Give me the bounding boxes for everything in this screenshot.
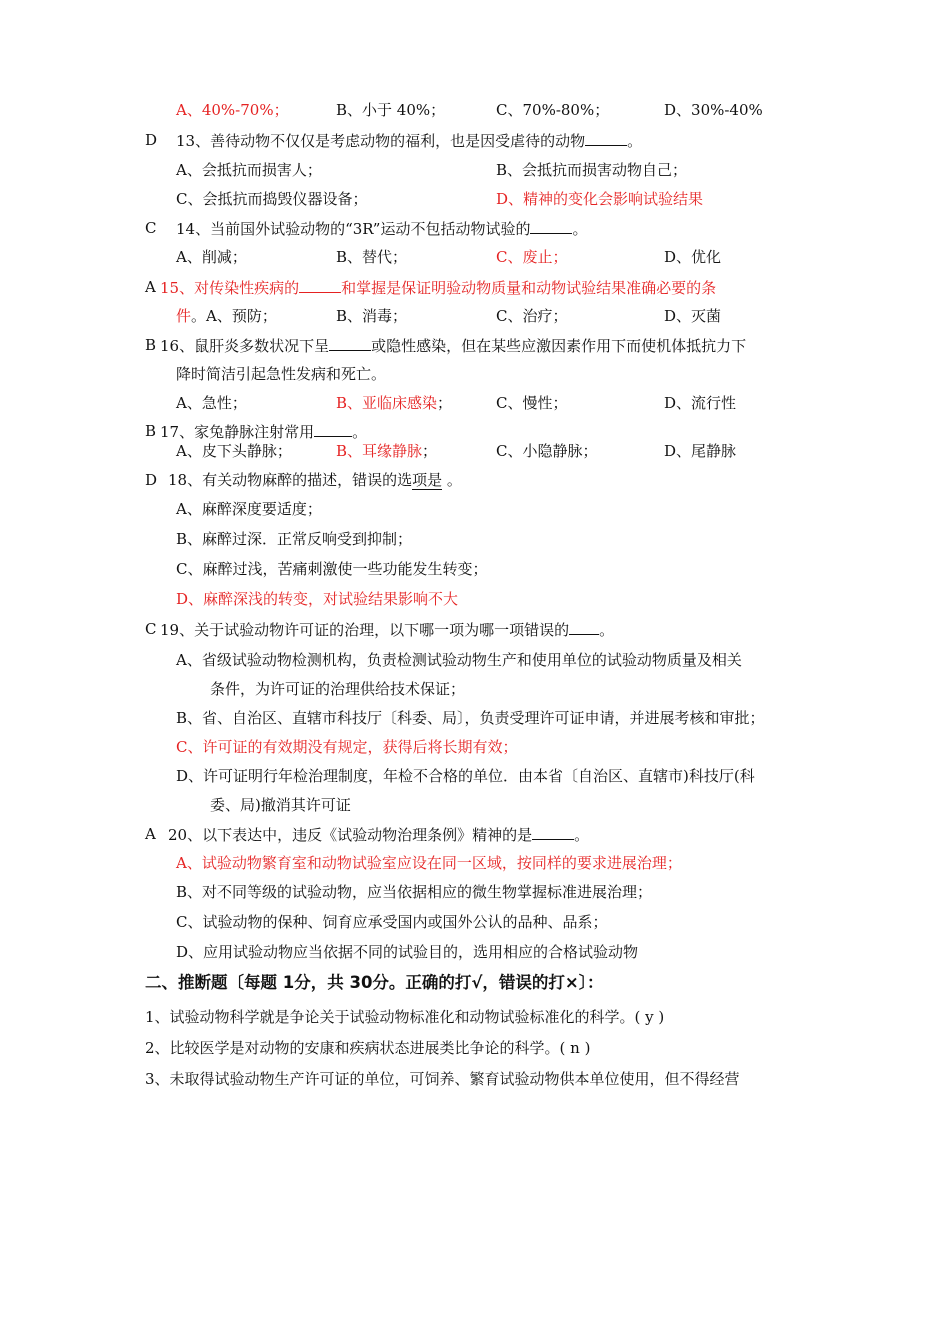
q14-answer: C [145, 219, 157, 237]
q12-option-d: D、30%-40% [664, 101, 763, 119]
q14-stem: 14、当前国外试验动物的“3R”运动不包括动物试验的 。 [176, 220, 588, 238]
q20-option-b: B、对不同等级的试验动物，应当依据相应的微生物掌握标准进展治理； [176, 883, 653, 901]
q12-option-b: B、小于 40%； [336, 101, 446, 119]
q14-option-b: B、替代； [336, 248, 408, 266]
q13-option-d: D、精神的变化会影响试验结果 [496, 190, 704, 208]
q17-option-d: D、尾静脉 [664, 442, 737, 460]
q19-option-b: B、省、自治区、直辖市科技厅〔科委、局〕，负责受理许可证申请，并进展考核和审批； [176, 709, 765, 727]
q16-option-d: D、流行性 [664, 394, 737, 412]
q14-option-c: C、废止； [496, 248, 568, 266]
q13-answer: D [145, 131, 158, 149]
q15-option-d: D、灭菌 [664, 307, 722, 325]
section2-heading: 二、推断题〔每题 1分，共 30分。正确的打√，错误的打×〕： [145, 973, 604, 992]
q19-option-c: C、许可证的有效期没有规定，获得后将长期有效； [176, 738, 518, 756]
q15-stem: 15、对传染性疾病的 和掌握是保证明验动物质量和动物试验结果准确必要的条 [160, 279, 717, 297]
q20-option-c: C、试验动物的保种、饲育应承受国内或国外公认的品种、品系； [176, 913, 608, 931]
q17-option-b: B、耳缘静脉； [336, 442, 438, 460]
q17-option-c: C、小隐静脉； [496, 442, 598, 460]
q19-option-d-cont: 委、局)撤消其许可证 [210, 796, 351, 814]
q18-option-c: C、麻醉过浅，苦痛刺激使一些功能发生转变； [176, 560, 488, 578]
q20-answer: A [145, 825, 156, 843]
q19-stem: 19、关于试验动物许可证的治理，以下哪一项为哪一项错误的 。 [160, 621, 615, 639]
tf-statement-1: 1、试验动物科学就是争论关于试验动物标准化和动物试验标准化的科学。( y ) [145, 1008, 665, 1026]
q13-option-b: B、会抵抗而损害动物自己； [496, 161, 688, 179]
q13-option-c: C、会抵抗而捣毁仪器设备； [176, 190, 368, 208]
q14-option-d: D、优化 [664, 248, 722, 266]
q20-stem: 20、以下表达中，违反《试验动物治理条例》精神的是 。 [168, 826, 590, 844]
q20-option-a: A、试验动物繁育室和动物试验室应设在同一区域，按同样的要求进展治理； [176, 854, 682, 872]
q15-answer: A [145, 278, 156, 296]
q15-option-b: B、消毒； [336, 307, 408, 325]
q20-option-d: D、应用试验动物应当依据不同的试验目的，选用相应的合格试验动物 [176, 943, 639, 961]
tf-statement-3: 3、未取得试验动物生产许可证的单位，可饲养、繁育试验动物供本单位使用，但不得经营 [145, 1070, 740, 1088]
q14-option-a: A、削减； [176, 248, 247, 266]
q12-option-c: C、70%-80%； [496, 101, 610, 119]
q18-option-a: A、麻醉深度要适度； [176, 500, 322, 518]
q19-answer: C [145, 620, 157, 638]
q18-option-d: D、麻醉深浅的转变，对试验结果影响不大 [176, 590, 459, 608]
tf-statement-2: 2、比较医学是对动物的安康和疾病状态进展类比争论的科学。( n ) [145, 1039, 591, 1057]
q19-option-a: A、省级试验动物检测机构，负责检测试验动物生产和使用单位的试验动物质量及相关 [176, 651, 742, 669]
q17-stem: 17、家兔静脉注射常用 。 [160, 423, 368, 441]
q16-option-a: A、急性； [176, 394, 247, 412]
q12-option-a: A、40%-70%； [176, 101, 289, 119]
q16-option-c: C、慢性； [496, 394, 568, 412]
q15-option-c: C、治疗； [496, 307, 568, 325]
q18-answer: D [145, 471, 158, 489]
q16-stem: 16、鼠肝炎多数状况下呈 或隐性感染，但在某些应激因素作用下而使机体抵抗力下 [160, 337, 747, 355]
q17-option-a: A、皮下头静脉； [176, 442, 292, 460]
q13-option-a: A、会抵抗而损害人； [176, 161, 322, 179]
q16-stem-cont: 降时简洁引起急性发病和死亡。 [176, 365, 387, 383]
q13-stem: 13、善待动物不仅仅是考虑动物的福利，也是因受虐待的动物 。 [176, 132, 643, 150]
q17-answer: B [145, 422, 157, 440]
q16-answer: B [145, 336, 157, 354]
q19-option-a-cont: 条件，为许可证的治理供给技术保证； [210, 680, 466, 698]
q18-stem: 18、有关动物麻醉的描述，错误的选项是 。 [168, 471, 462, 489]
q19-option-d: D、许可证明行年检治理制度，年检不合格的单位．由本省〔自治区、直辖市)科技厅(科 [176, 767, 755, 785]
q15-stem-cont: 件。A、预防； [176, 307, 277, 325]
q18-option-b: B、麻醉过深．正常反响受到抑制； [176, 530, 413, 548]
q16-option-b: B、亚临床感染； [336, 394, 453, 412]
